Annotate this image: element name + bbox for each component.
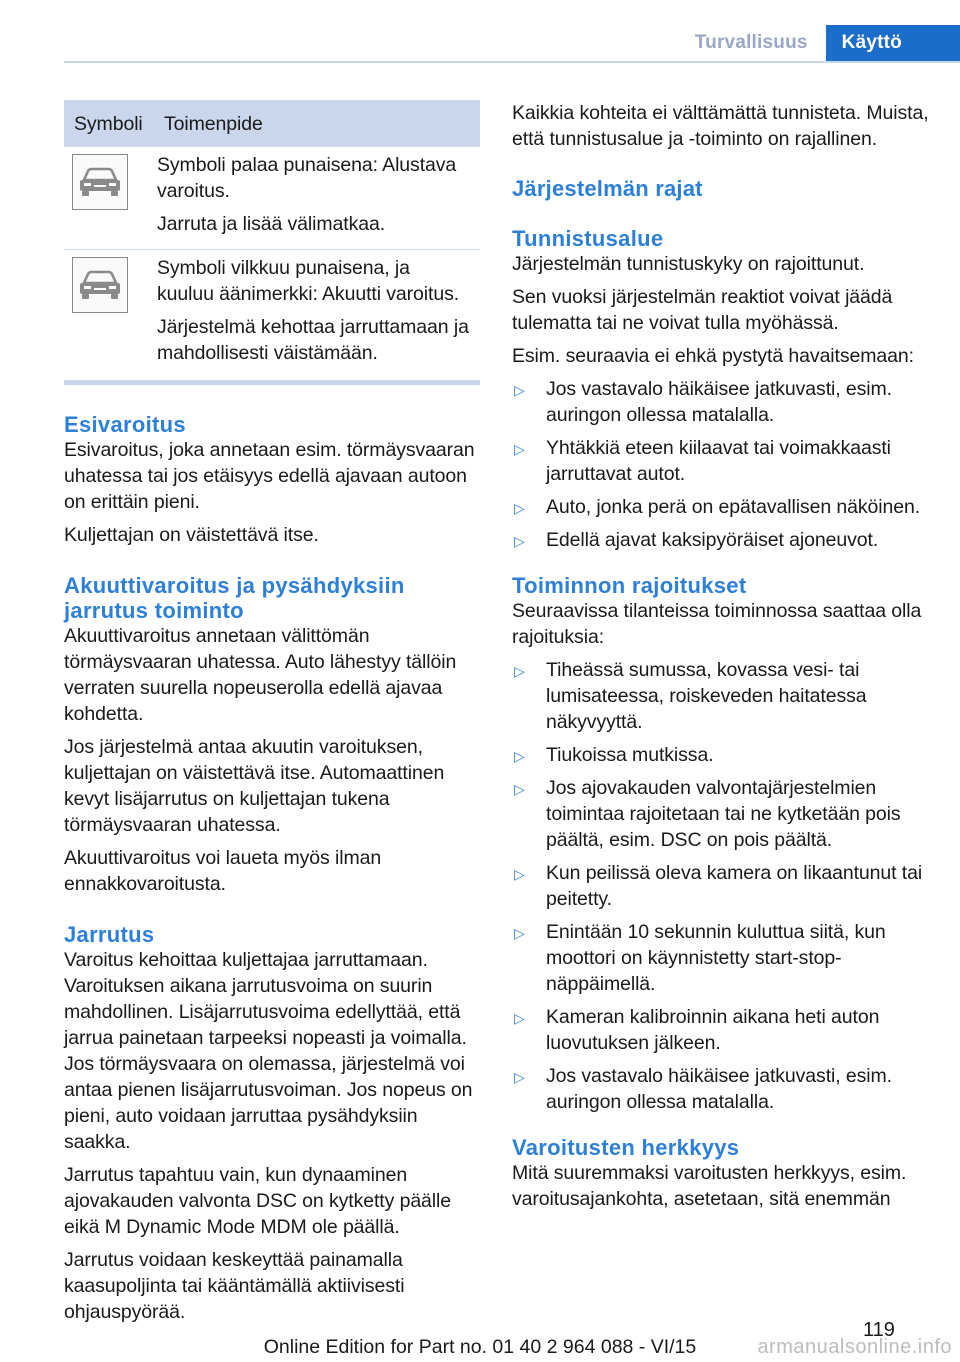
- list-item: ▷ Jos ajovakauden valvontajärjestelmien toimintaa rajoitetaan tai ne kytketään pois päältä, esim. DSC on pois päältä.: [514, 777, 901, 851]
- section-tunnistusalue: [512, 226, 932, 553]
- car-warning-icon: [72, 154, 128, 210]
- right-column: [512, 100, 932, 1219]
- bullet-triangle-icon: ▷: [514, 1069, 525, 1085]
- bullet-triangle-icon: ▷: [514, 382, 525, 398]
- bullet-triangle-icon: ▷: [514, 441, 525, 457]
- section-herkkyys: [512, 1135, 932, 1212]
- row1-text-1: Symboli palaa punaisena: Alustava varoitus.: [157, 154, 457, 202]
- bullet-triangle-icon: ▷: [514, 866, 525, 882]
- paragraph: Mitä suuremmaksi varoitusten herkkyys, esim. varoitusajankohta, asetetaan, sitä enemmän: [512, 1162, 907, 1210]
- paragraph: Sen vuoksi järjestelmän reaktiot voivat jäädä tulematta tai ne voivat tulla myöhässä.: [512, 286, 893, 334]
- section-jarrutus: [64, 922, 480, 1325]
- list-item: ▷ Auto, jonka perä on epätavallisen näköinen.: [512, 494, 932, 520]
- paragraph: Kuljettajan on väistettävä itse.: [64, 524, 319, 546]
- tab-kaytto[interactable]: Käyttö: [826, 25, 960, 61]
- paragraph: Esivaroitus, joka annetaan esim. törmäysvaaran uhatessa tai jos etäisyys edellä ajavaan autoon on erittäin pieni.: [64, 439, 475, 513]
- list-item: ▷ Edellä ajavat kaksipyöräiset ajoneuvot.: [512, 527, 932, 553]
- paragraph: Akuuttivaroitus voi laueta myös ilman ennakkovaroitusta.: [64, 847, 382, 895]
- watermark: armanualsonline.info: [757, 1336, 952, 1358]
- paragraph: Jos järjestelmä antaa akuutin varoituksen, kuljettajan on väistettävä itse. Automaattinen kevyt lisäjarrutus on kuljettajan tukena törmäysvaaran uhatessa.: [64, 736, 445, 836]
- table-row: [64, 250, 480, 379]
- bullet-triangle-icon: ▷: [514, 781, 525, 797]
- section-rajat: [512, 176, 932, 201]
- paragraph: Järjestelmän tunnistuskyky on rajoittunut.: [512, 253, 865, 275]
- paragraph: Jarrutus tapahtuu vain, kun dynaaminen ajovakauden valvonta DSC on kytketty päälle eikä M Dynamic Mode MDM ole päällä.: [64, 1164, 452, 1238]
- heading-tunnistusalue: Tunnistusalue: [512, 226, 664, 251]
- paragraph: Seuraavissa tilanteissa toiminnossa saattaa olla rajoituksia:: [512, 600, 922, 648]
- heading-esivaroitus: Esivaroitus: [64, 412, 186, 437]
- table-header-symbol: Symboli: [64, 100, 156, 147]
- list-item: ▷ Kameran kalibroinnin aikana heti auton luovutuksen jälkeen.: [514, 1006, 880, 1054]
- tab-turvallisuus[interactable]: Turvallisuus: [694, 32, 808, 53]
- list-item: ▷ Tiukoissa mutkissa.: [512, 742, 932, 768]
- table-bottom-rule: [64, 380, 480, 385]
- page-number: 119: [863, 1319, 895, 1341]
- heading-jarjestelman-rajat: Järjestelmän rajat: [512, 176, 703, 201]
- row2-text-1: Symboli vilkkuu punaisena, ja kuuluu äänimerkki: Akuutti varoitus.: [157, 257, 460, 305]
- bullet-list-tunnistus: [512, 376, 932, 553]
- heading-varoitusten-herkkyys: Varoitusten herkkyys: [512, 1135, 740, 1160]
- heading-toiminnon-rajoitukset: Toiminnon rajoitukset: [512, 573, 747, 598]
- paragraph: Akuuttivaroitus annetaan välittömän törmäysvaaran uhatessa. Auto lähestyy tällöin verraten suurella nopeuserolla edellä ajavaa kohdetta.: [64, 625, 457, 725]
- header-divider: [64, 61, 960, 63]
- online-edition-note: Online Edition for Part no. 01 40 2 964 088 - VI/15: [263, 1336, 697, 1358]
- list-item: ▷ Kun peilissä oleva kamera on likaantunut tai peitetty.: [514, 862, 923, 910]
- list-item: ▷ Jos vastavalo häikäisee jatkuvasti, esim. auringon ollessa matalalla.: [514, 1065, 892, 1113]
- chapter-tabs: [673, 25, 960, 61]
- bullet-triangle-icon: ▷: [514, 663, 525, 679]
- symbol-table: [64, 100, 480, 378]
- section-rajoitukset: [512, 573, 932, 1115]
- bullet-triangle-icon: ▷: [514, 533, 525, 549]
- list-item: ▷ Yhtäkkiä eteen kiilaavat tai voimakkaasti jarruttavat autot.: [514, 437, 891, 485]
- row1-text-2: Jarruta ja lisää välimatkaa.: [157, 213, 386, 235]
- bullet-triangle-icon: ▷: [514, 1010, 525, 1026]
- list-item: ▷ Tiheässä sumussa, kovassa vesi- tai lumisateessa, roiskeveden haitatessa näkyvyyttä.: [514, 659, 867, 733]
- bullet-triangle-icon: ▷: [514, 748, 525, 764]
- list-item: ▷ Jos vastavalo häikäisee jatkuvasti, esim. auringon ollessa matalalla.: [514, 378, 892, 426]
- table-cell-text: [156, 250, 480, 379]
- table-cell-text: [156, 147, 480, 250]
- heading-jarrutus: Jarrutus: [64, 922, 155, 947]
- table-row: [64, 147, 480, 250]
- table-cell-icon: [64, 147, 156, 250]
- section-akuuttivaroitus: [64, 573, 480, 897]
- bullet-triangle-icon: ▷: [514, 925, 525, 941]
- paragraph: Jarrutus voidaan keskeyttää painamalla kaasupoljinta tai kääntämällä aktiivisesti ohjauspyörää.: [64, 1249, 405, 1323]
- table-cell-icon: [64, 250, 156, 379]
- paragraph: Esim. seuraavia ei ehkä pystytä havaitsemaan:: [512, 345, 914, 367]
- car-warning-icon: [72, 257, 128, 313]
- table-header-row: [64, 100, 480, 147]
- bullet-list-rajoitukset: [512, 657, 932, 1115]
- table-header-action: Toimenpide: [156, 100, 480, 147]
- row2-text-2: Järjestelmä kehottaa jarruttamaan ja mahdollisesti väistämään.: [157, 316, 469, 364]
- bullet-triangle-icon: ▷: [514, 500, 525, 516]
- section-esivaroitus: [64, 412, 480, 548]
- list-item: ▷ Enintään 10 sekunnin kuluttua siitä, kun moottori on käynnistetty start-stop-näppäimellä.: [514, 921, 886, 995]
- left-column: [64, 100, 480, 1332]
- heading-akuuttivaroitus: Akuuttivaroitus ja pysähdyksiin jarrutus toiminto: [64, 573, 405, 623]
- paragraph: Varoitus kehoittaa kuljettajaa jarruttamaan. Varoituksen aikana jarrutusvoima on suurin mahdollinen. Lisäjarrutusvoima edellyttää, että jarrua painetaan tarpeeksi nopeasti ja voimalla. Jos törmäysvaara on olemassa, järjestelmä voi antaa pienen lisäjarrutusvoiman. Jos nopeus on pieni, auto voidaan jarruttaa pysähdyksiin saakka.: [64, 949, 473, 1153]
- intro-paragraph: Kaikkia kohteita ei välttämättä tunnisteta. Muista, että tunnistusalue ja -toiminto on rajallinen.: [512, 102, 929, 150]
